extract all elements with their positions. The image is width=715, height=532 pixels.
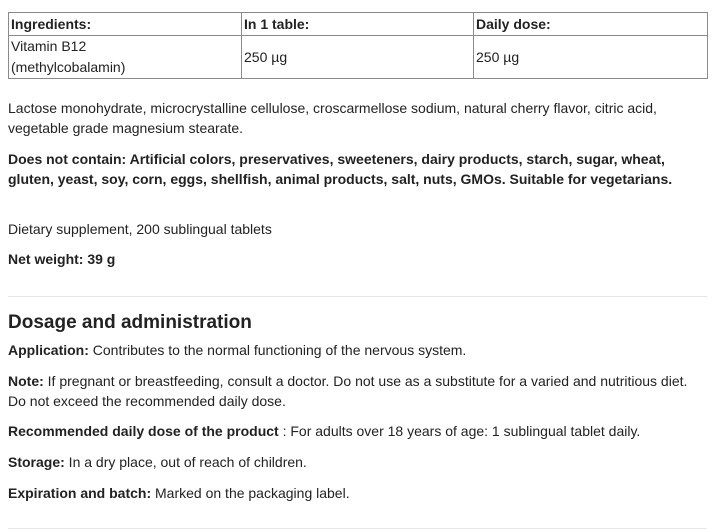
application-text: Contributes to the normal functioning of the nervous system.: [88, 342, 467, 358]
section-title: Dosage and administration: [8, 312, 252, 333]
storage-text: In a dry place, out of reach of children.: [64, 454, 307, 470]
table-header-row: [9, 13, 708, 36]
recommended-dose-label: Recommended daily dose of the product: [8, 423, 279, 439]
application-line: [8, 340, 707, 360]
storage-line: [8, 452, 707, 472]
ingredient-name-cell: [9, 36, 242, 79]
ingredients-table: [8, 12, 708, 79]
net-weight-text: Net weight: 39 g: [8, 251, 116, 267]
daily-dose-amount: 250 µg: [474, 36, 708, 79]
recommended-dose-text: : For adults over 18 years of age: 1 sublingual tablet daily.: [278, 423, 641, 439]
note-line: [8, 371, 707, 411]
header-per-tablet: In 1 table:: [242, 13, 474, 36]
table-row: [9, 36, 708, 79]
section-divider: [8, 296, 707, 297]
excipients-text: Lactose monohydrate, microcrystalline cellulose, croscarmellose sodium, natural cherry flavor, citric acid, vegetable grade magnesium stearate.: [8, 100, 657, 136]
product-type-text: Dietary supplement, 200 sublingual tablets: [8, 221, 272, 237]
expiration-label: Expiration and batch:: [8, 485, 152, 501]
ingredient-form: (methylcobalamin): [11, 59, 126, 75]
expiration-text: Marked on the packaging label.: [151, 485, 350, 501]
note-text: If pregnant or breastfeeding, consult a doctor. Do not use as a substitute for a varied and nutritious diet. Do not exceed the recommended daily dose.: [8, 373, 688, 409]
expiration-line: [8, 483, 707, 503]
bottom-divider: [8, 528, 707, 529]
per-tablet-amount: 250 µg: [242, 36, 474, 79]
does-not-contain-text: Does not contain: Artificial colors, preservatives, sweeteners, dairy products, starch, sugar, wheat, gluten, yeast, soy, corn, eggs, shellfish, animal products, salt, nuts, GMOs. Suitable for vegetarians.: [8, 151, 673, 187]
storage-label: Storage:: [8, 454, 65, 470]
recommended-dose-line: [8, 421, 707, 441]
application-label: Application:: [8, 342, 89, 358]
header-ingredients: Ingredients:: [9, 13, 242, 36]
header-daily-dose: Daily dose:: [474, 13, 708, 36]
note-label: Note:: [8, 373, 44, 389]
ingredient-name: Vitamin B12: [11, 38, 87, 54]
